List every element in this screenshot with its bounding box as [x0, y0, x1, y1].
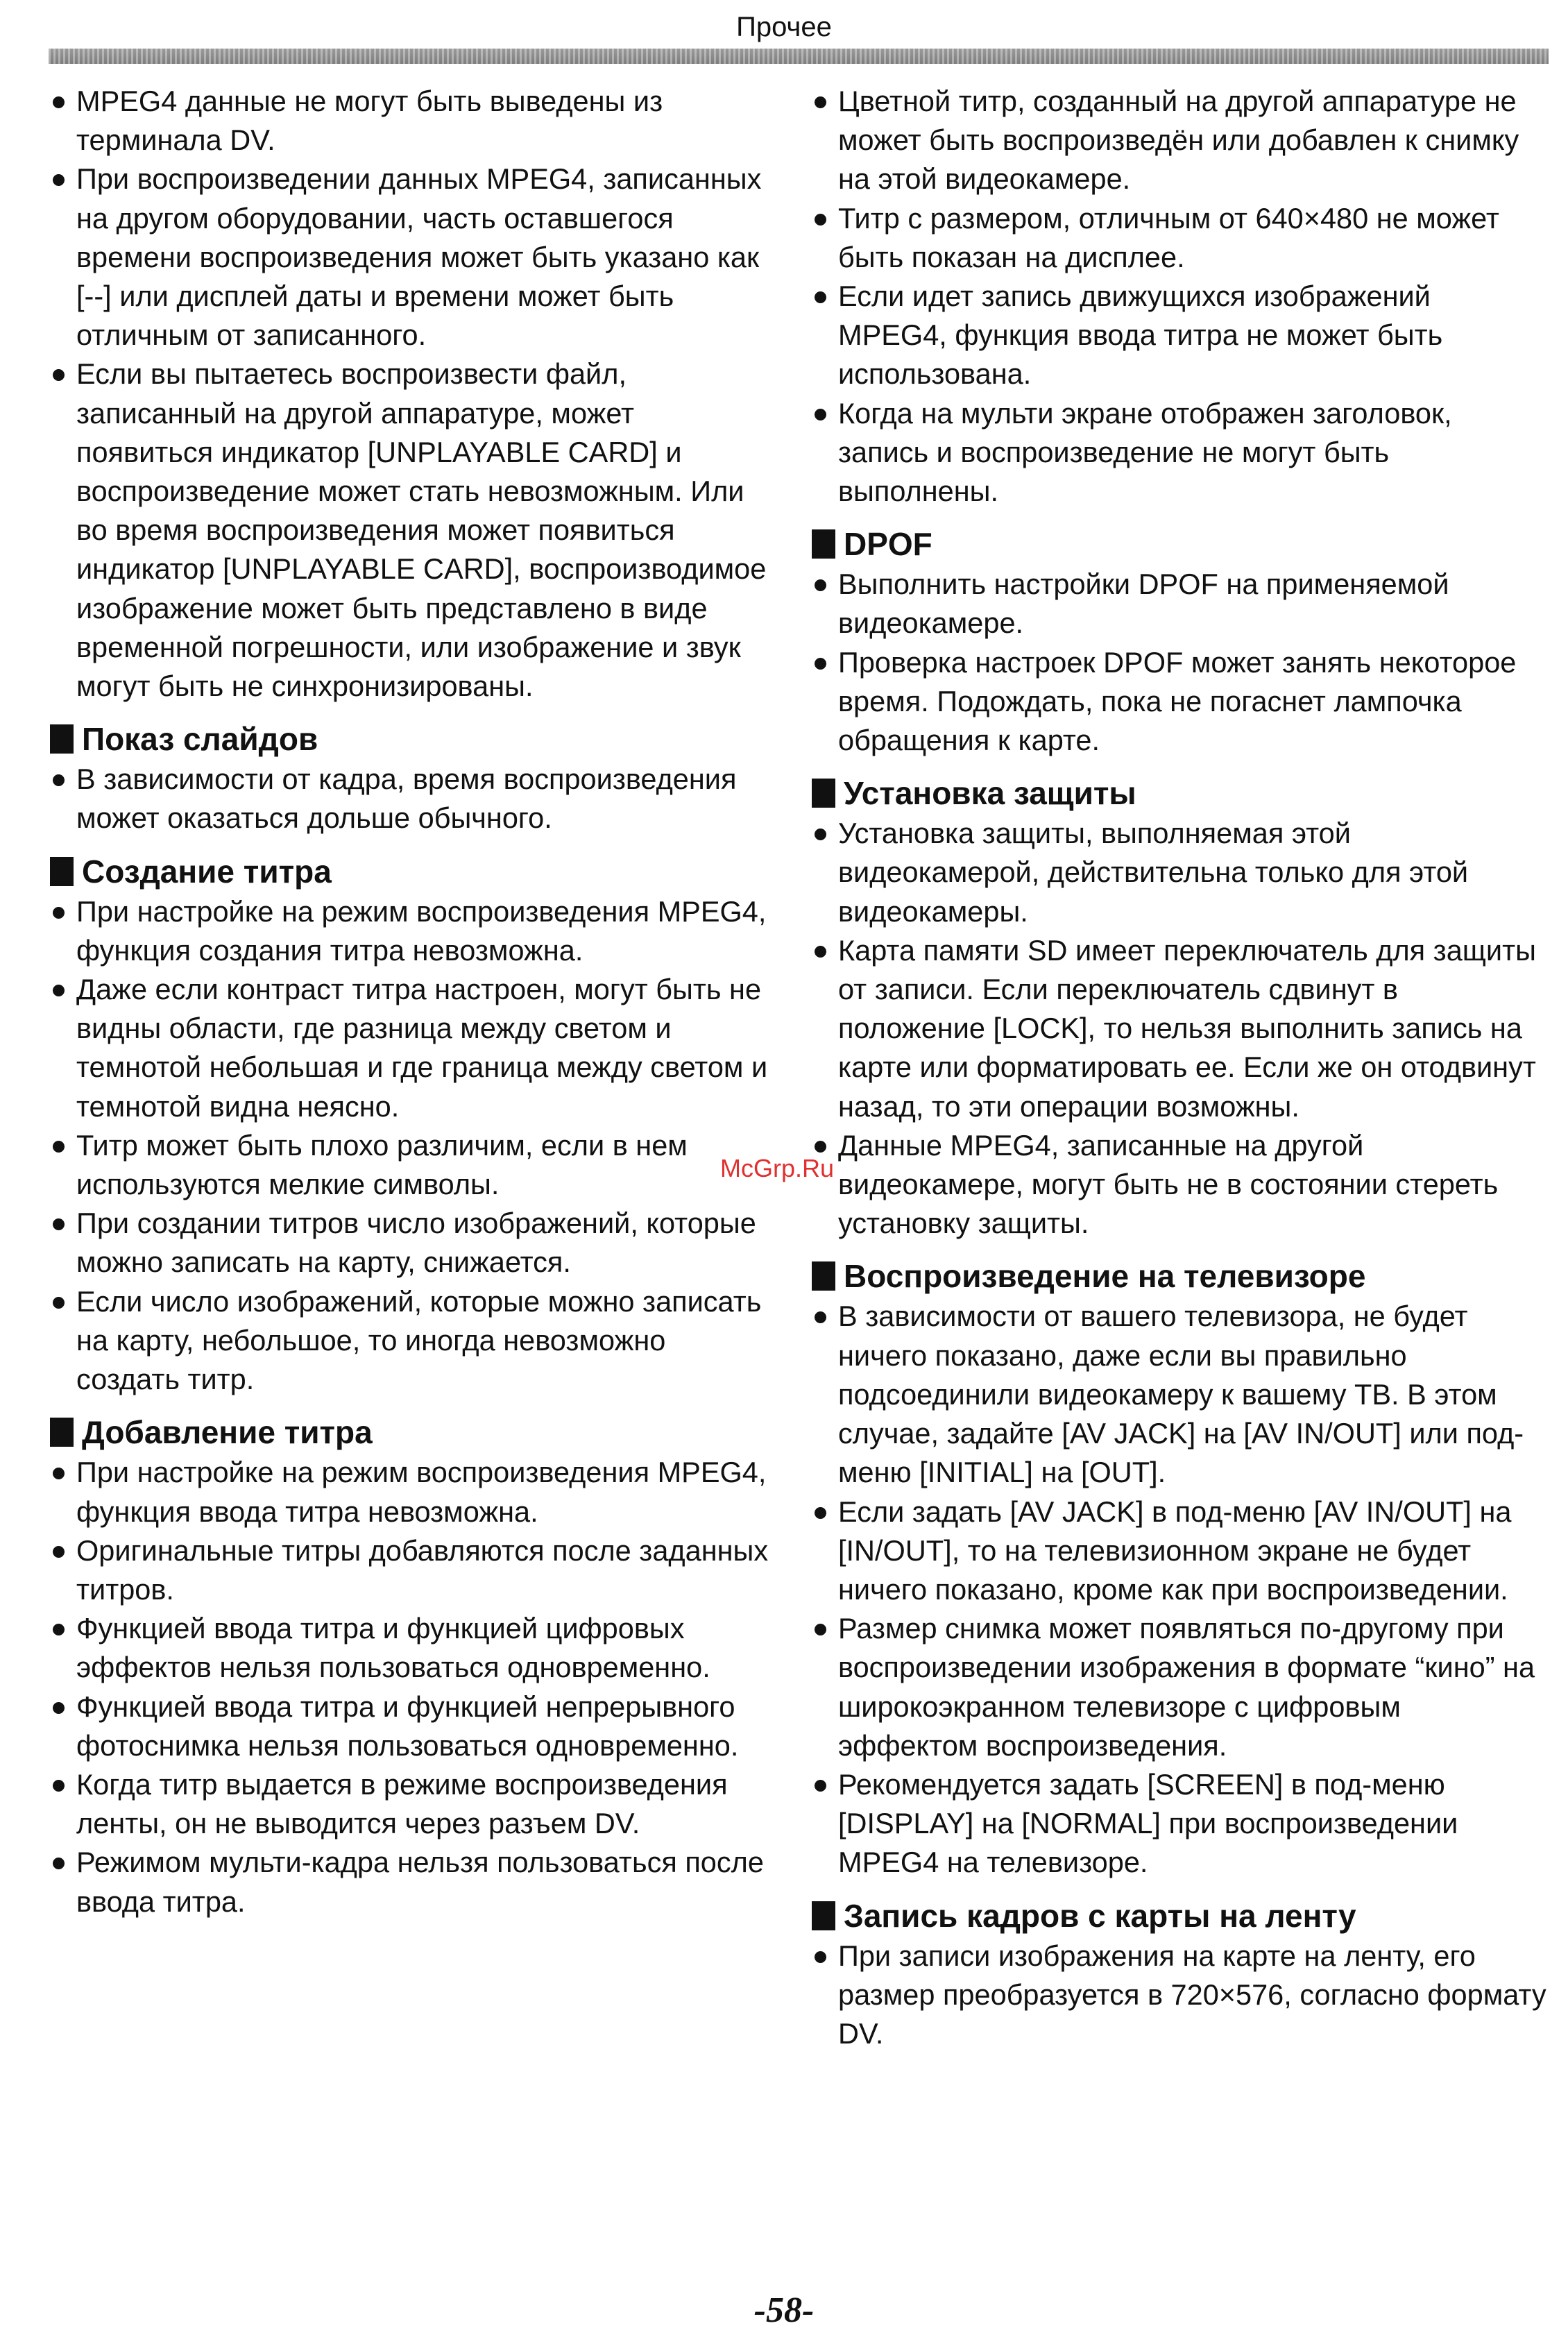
list-item: Рекомендуется задать [SCREEN] в под-меню [DISPLAY] на [NORMAL] при воспроизведении MPEG4 на телевизоре.: [812, 1765, 1547, 1883]
header-rule: [49, 49, 1549, 64]
section-heading-tv-playback: [812, 1257, 1547, 1295]
list-item: Данные MPEG4, записанные на другой видеокамере, могут быть не в состоянии стереть установку защиты.: [812, 1126, 1547, 1243]
list-item: MPEG4 данные не могут быть выведены из терминала DV.: [50, 82, 772, 160]
list-item: Когда на мульти экране отображен заголовок, запись и воспроизведение не могут быть выполнены.: [812, 394, 1547, 511]
section-marker-icon: [50, 1418, 74, 1447]
list-item: В зависимости от вашего телевизора, не будет ничего показано, даже если вы правильно подсоединили видеокамеру к вашему ТВ. В этом случае, задайте [AV JACK] на [AV IN/OUT] или под-меню [INITIAL] на [OUT].: [812, 1297, 1547, 1492]
list-item: При воспроизведении данных MPEG4, записанных на другом оборудовании, часть оставшегося времени воспроизведения может быть указано как [--] или дисплей даты и времени может быть отличным от записанного.: [50, 160, 772, 355]
list-item: Если вы пытаетесь воспроизвести файл, записанный на другой аппаратуре, может появиться индикатор [UNPLAYABLE CARD] и воспроизведение может стать невозможным. Или во время воспроизведения может появиться индикатор [UNPLAYABLE CARD], воспроизводимое изображение может быть представлено в виде временной погрешности, или изображение и звук могут быть не синхронизированы.: [50, 355, 772, 706]
list-item: Когда титр выдается в режиме воспроизведения ленты, он не выводится через разъем DV.: [50, 1765, 772, 1843]
section-title: Установка защиты: [844, 775, 1136, 812]
watermark-text: McGrp.Ru: [720, 1154, 835, 1182]
list-item: Титр с размером, отличным от 640×480 не может быть показан на дисплее.: [812, 199, 1547, 277]
list-item: Если идет запись движущихся изображений MPEG4, функция ввода титра не может быть использована.: [812, 277, 1547, 394]
left-column: [50, 82, 772, 1921]
section-title: Показ слайдов: [82, 721, 318, 758]
list-item: Если число изображений, которые можно записать на карту, небольшое, то иногда невозможно создать титр.: [50, 1282, 772, 1400]
section-marker-icon: [812, 1261, 835, 1291]
list-item: Проверка настроек DPOF может занять некоторое время. Подождать, пока не погаснет лампочка обращения к карте.: [812, 643, 1547, 760]
section-heading-dpof: [812, 525, 1547, 563]
section-marker-icon: [50, 857, 74, 886]
list-item: Установка защиты, выполняемая этой видеокамерой, действительна только для этой видеокамеры.: [812, 814, 1547, 931]
right-column: [812, 82, 1547, 2053]
section-heading-protection: [812, 774, 1547, 813]
section-marker-icon: [812, 779, 835, 808]
list-item: Функцией ввода титра и функцией цифровых эффектов нельзя пользоваться одновременно.: [50, 1609, 772, 1687]
section-heading-title-creation: [50, 852, 772, 891]
section-heading-title-adding: [50, 1413, 772, 1452]
list-item: Функцией ввода титра и функцией непрерывного фотоснимка нельзя пользоваться одновременно.: [50, 1688, 772, 1765]
section-marker-icon: [50, 724, 74, 754]
list-item: При настройке на режим воспроизведения MPEG4, функция ввода титра невозможна.: [50, 1453, 772, 1531]
list-item: Если задать [AV JACK] в под-меню [AV IN/OUT] на [IN/OUT], то на телевизионном экране не будет ничего показано, кроме как при воспроизведении.: [812, 1493, 1547, 1610]
section-marker-icon: [812, 529, 835, 559]
list-item: Цветной титр, созданный на другой аппаратуре не может быть воспроизведён или добавлен к снимку на этой видеокамере.: [812, 82, 1547, 199]
list-item: Размер снимка может появляться по-другому при воспроизведении изображения в формате “кино” на широкоэкранном телевизоре с цифровым эффектом воспроизведения.: [812, 1609, 1547, 1765]
section-title: Запись кадров с карты на ленту: [844, 1897, 1356, 1934]
list-item: При создании титров число изображений, которые можно записать на карту, снижается.: [50, 1204, 772, 1282]
list-item: Выполнить настройки DPOF на применяемой видеокамере.: [812, 565, 1547, 643]
list-item: При записи изображения на карте на ленту, его размер преобразуется в 720×576, согласно формату DV.: [812, 1937, 1547, 2054]
list-item: Оригинальные титры добавляются после заданных титров.: [50, 1531, 772, 1609]
section-title: Воспроизведение на телевизоре: [844, 1258, 1366, 1295]
list-item: Карта памяти SD имеет переключатель для защиты от записи. Если переключатель сдвинут в положение [LOCK], то нельзя выполнить запись на карте или форматировать ее. Если же он отодвинут назад, то эти операции возможны.: [812, 931, 1547, 1126]
list-item: Титр может быть плохо различим, если в нем используются мелкие символы.: [50, 1126, 772, 1204]
list-item: Режимом мульти-кадра нельзя пользоваться после ввода титра.: [50, 1843, 772, 1921]
section-heading-slideshow: [50, 720, 772, 758]
list-item: Даже если контраст титра настроен, могут быть не видны области, где разница между светом и темнотой небольшая и где граница между светом и темнотой видна неясно.: [50, 970, 772, 1126]
section-title: DPOF: [844, 526, 932, 563]
page-number: -58-: [753, 2291, 815, 2330]
list-item: При настройке на режим воспроизведения MPEG4, функция создания титра невозможна.: [50, 892, 772, 970]
section-heading-card-to-tape: [812, 1896, 1547, 1935]
list-item: В зависимости от кадра, время воспроизведения может оказаться дольше обычного.: [50, 760, 772, 838]
section-marker-icon: [812, 1901, 835, 1930]
section-title: Создание титра: [82, 853, 332, 890]
page-header-title: Прочее: [736, 12, 832, 42]
section-title: Добавление титра: [82, 1414, 373, 1451]
